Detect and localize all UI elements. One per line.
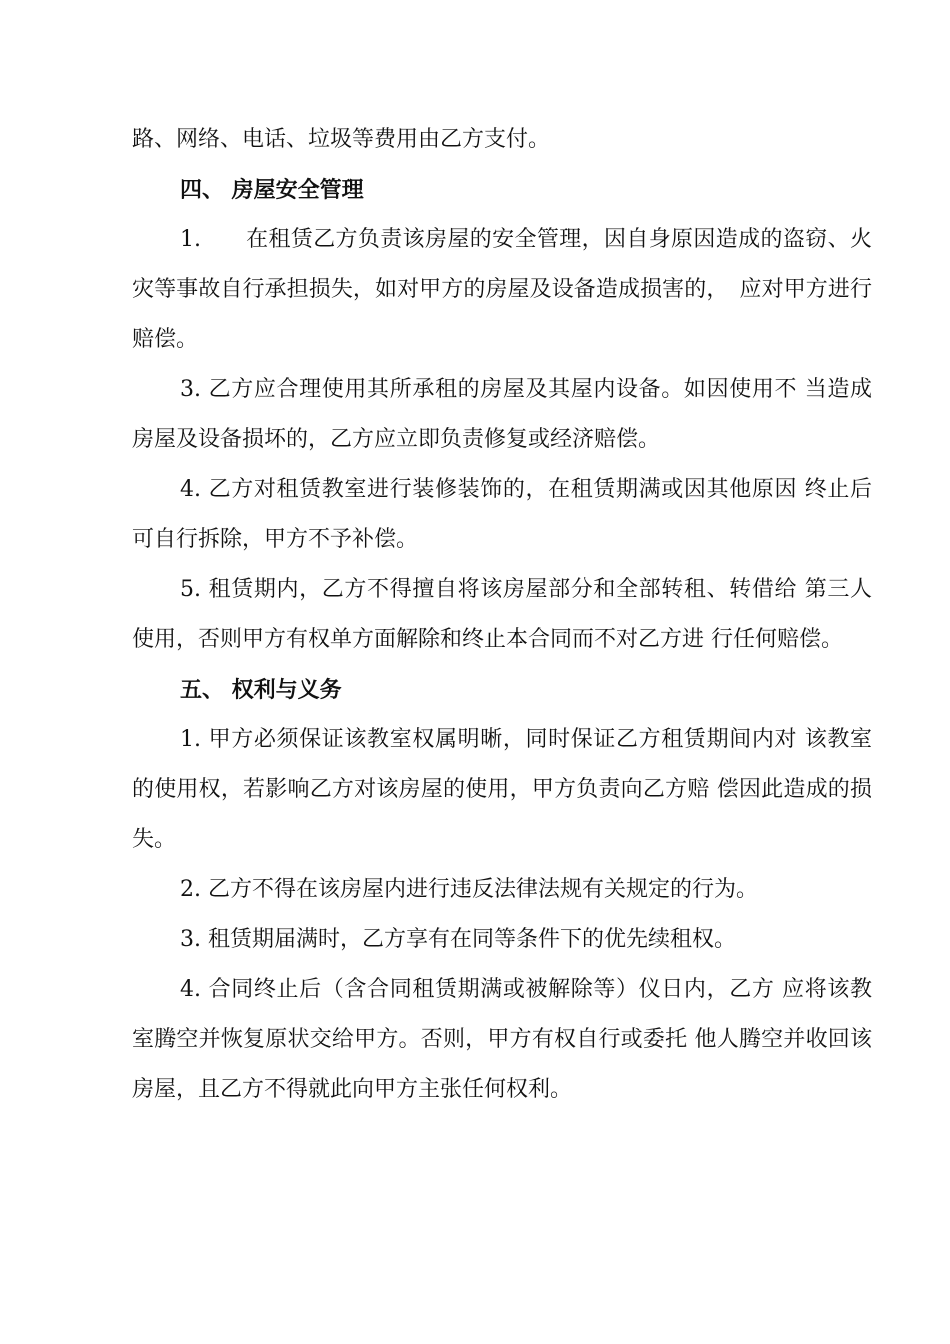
document-body [132,115,872,1115]
section-4-item-5: 5. 租赁期内，乙方不得擅自将该房屋部分和全部转租、转借给 第三人使用，否则甲方有权单方面解除和终止本合同而不对乙方进 行任何赔偿。 [132,577,872,652]
paragraph-continuation: 路、网络、电话、垃圾等费用由乙方支付。 [132,127,551,152]
section-4-heading: 四、 房屋安全管理 [180,177,364,203]
section-5-item-4: 4. 合同终止后（含合同租赁期满或被解除等）仪日内，乙方 应将该教室腾空并恢复原状交给甲方。否则，甲方有权自行或委托 他人腾空并收回该房屋，且乙方不得就此向甲方主张任何权利。 [132,977,872,1102]
section-5-item-1: 1. 甲方必须保证该教室权属明晰，同时保证乙方租赁期间内对 该教室的使用权，若影响乙方对该房屋的使用，甲方负责向乙方赔 偿因此造成的损失。 [132,727,872,852]
section-4-item-1: 1. 在租赁乙方负责该房屋的安全管理，因自身原因造成的盗窃、火灾等事故自行承担损失，如对甲方的房屋及设备造成损害的， 应对甲方进行赔偿。 [132,227,872,352]
section-4-item-3: 3. 乙方应合理使用其所承租的房屋及其屋内设备。如因使用不 当造成房屋及设备损坏的，乙方应立即负责修复或经济赔偿。 [132,377,872,452]
section-5-heading: 五、 权利与义务 [180,677,342,703]
section-5-item-3: 3. 租赁期届满时，乙方享有在同等条件下的优先续租权。 [180,927,736,952]
section-5-item-2: 2. 乙方不得在该房屋内进行违反法律法规有关规定的行为。 [180,877,758,902]
section-4-item-4: 4. 乙方对租赁教室进行装修装饰的，在租赁期满或因其他原因 终止后可自行拆除，甲方不予补偿。 [132,477,872,552]
